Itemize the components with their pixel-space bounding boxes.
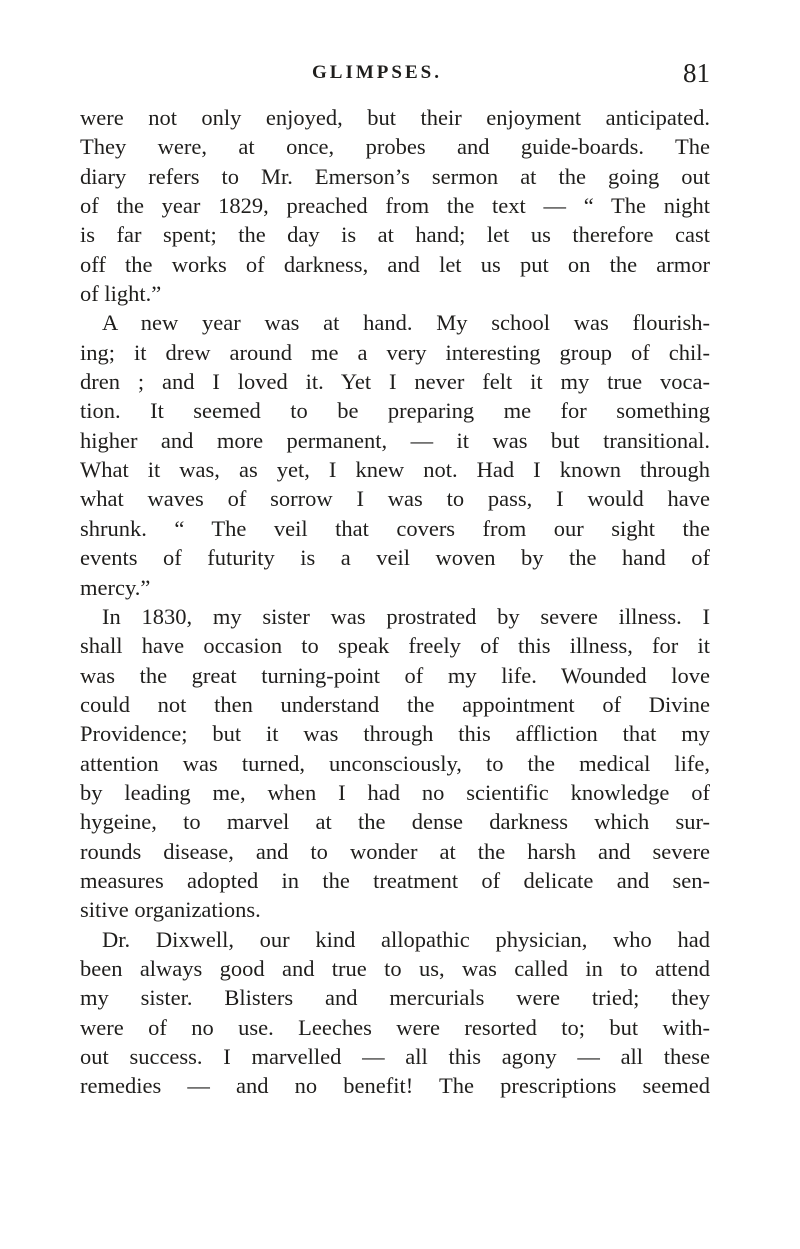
text-line: of the year 1829, preached from the text — “ The night	[80, 193, 710, 219]
text-line: sitive organizations.	[80, 897, 261, 923]
text-line: events of futurity is a veil woven by the hand of	[80, 545, 710, 571]
text-line: been always good and true to us, was called in to attend	[80, 955, 710, 981]
text-line: out success. I marvelled — all this agony — all these	[80, 1044, 710, 1069]
running-title: GLIMPSES.	[312, 62, 442, 83]
text-line: A new year was at hand. My school was flourish-	[102, 310, 710, 336]
text-line: They were, at once, probes and guide-boards. The	[80, 134, 710, 160]
text-line: shrunk. “ The veil that covers from our sight the	[80, 515, 710, 541]
text-line: What it was, as yet, I knew not. Had I known through	[80, 457, 710, 483]
text-line: Providence; but it was through this affliction that my	[80, 721, 710, 747]
text-line: rounds disease, and to wonder at the harsh and severe	[80, 838, 710, 864]
text-line: attention was turned, unconsciously, to the medical life,	[80, 750, 710, 776]
text-line: In 1830, my sister was prostrated by severe illness. I	[102, 603, 710, 629]
text-line: were of no use. Leeches were resorted to; but with-	[80, 1014, 710, 1040]
text-line: higher and more permanent, — it was but transitional.	[80, 427, 710, 453]
running-header	[80, 58, 710, 88]
text-line: were not only enjoyed, but their enjoyment anticipated.	[80, 105, 710, 130]
text-line: ing; it drew around me a very interesting group of chil-	[80, 339, 710, 365]
text-line: diary refers to Mr. Emerson’s sermon at the going out	[80, 163, 710, 189]
text-line: could not then understand the appointment of Divine	[80, 691, 710, 717]
body-text	[80, 103, 710, 1101]
text-line: remedies — and no benefit! The prescriptions seemed	[80, 1073, 710, 1099]
text-line: my sister. Blisters and mercurials were tried; they	[80, 985, 710, 1011]
text-line: of light.”	[80, 281, 162, 307]
text-line: hygeine, to marvel at the dense darkness which sur-	[80, 809, 710, 835]
text-line: tion. It seemed to be preparing me for something	[80, 398, 710, 424]
text-line: what waves of sorrow I was to pass, I would have	[80, 486, 710, 512]
text-line: is far spent; the day is at hand; let us therefore cast	[80, 222, 710, 248]
text-line: Dr. Dixwell, our kind allopathic physician, who had	[102, 926, 710, 952]
text-line: by leading me, when I had no scientific knowledge of	[80, 779, 710, 805]
text-line: dren ; and I loved it. Yet I never felt it my true voca-	[80, 369, 710, 395]
text-line: mercy.”	[80, 574, 151, 600]
text-line: off the works of darkness, and let us put on the armor	[80, 251, 710, 277]
text-line: shall have occasion to speak freely of this illness, for it	[80, 633, 710, 659]
text-line: was the great turning-point of my life. Wounded love	[80, 662, 710, 688]
text-line: measures adopted in the treatment of delicate and sen-	[80, 867, 710, 893]
page-number: 81	[683, 58, 710, 88]
